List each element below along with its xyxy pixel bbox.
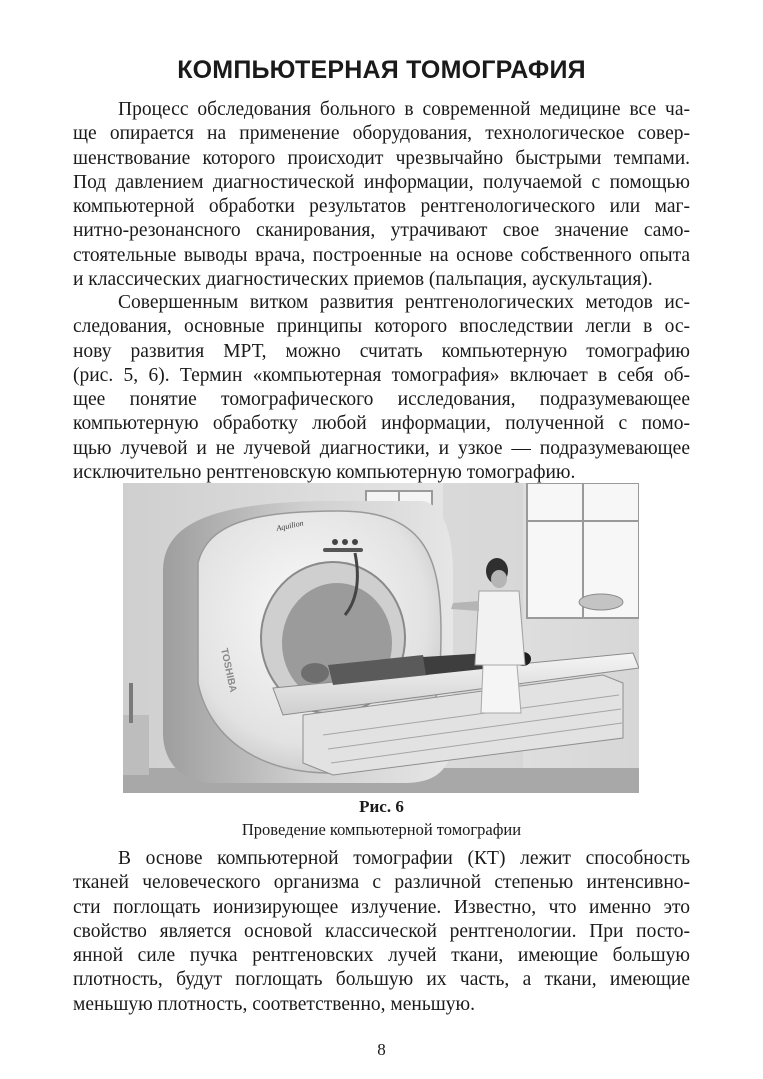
text-line: Процесс обследования больного в современной медицине все ча- [118,99,690,120]
text-line: ще опирается на применение оборудования, технологическое совер- [73,123,690,145]
text-line: меньшую плотность, соответственно, меньшую. [73,993,475,1015]
text-line: Совершенным витком развития рентгенологических методов ис- [118,292,690,313]
text-line: нову развития МРТ, можно считать компьютерную томографию [73,340,690,362]
ct-scanner-illustration [123,483,639,793]
text-line: тканей человеческого организма с различной степенью интенсивно- [73,872,690,894]
ct-scanner-photo [123,483,639,793]
text-line: Под давлением диагностической информации, получаемой с помощью [73,171,690,193]
text-line: свойство является основой классической рентгенологии. При посто- [73,920,690,942]
text-line: В основе компьютерной томографии (КТ) лежит способность [118,848,690,869]
wall-cabinet [123,715,149,775]
figure-label: Рис. 6 [359,797,404,816]
text-line: компьютерную обработку любой информации, полученной с помо- [73,413,690,435]
text-line: и классических диагностических приемов (пальпация, аускультация). [73,269,653,291]
text-line: нитно-резонансного сканирования, утрачивают свое значение само- [73,220,690,242]
text-line: стоятельные выводы врача, построенные на основе собственного опыта [73,244,690,266]
text-line: шенствование которого происходит чрезвычайно быстрыми темпами. [73,147,690,169]
gantry-brand: TOSHIBA [218,647,239,694]
wall-pole [129,683,133,723]
text-line: щее понятие томографического исследования, подразумевающее [73,389,690,411]
text-line: следования, основные принципы которого впоследствии легли в ос- [73,316,690,338]
text-line: сти поглощать ионизирующее излучение. Известно, что именно это [73,896,690,918]
paragraph-ct-principle [73,847,690,1017]
paragraph-intro [73,98,690,292]
page-title: КОМПЬЮТЕРНАЯ ТОМОГРАФИЯ [177,56,586,84]
anatomy-model [579,594,623,610]
gantry-model: Aquilion [275,518,305,533]
text-line: (рис. 5, 6). Термин «компьютерная томография» включает в себя об- [73,364,690,386]
text-line: щью лучевой и не лучевой диагностики, и узкое — подразумевающее [73,437,690,459]
text-line: янной силе пучка рентгеновских лучей ткани, имеющие большую [73,945,690,967]
text-line: исключительно рентгеновскую компьютерную томографию. [73,462,576,484]
text-line: плотность, будут поглощать большую их часть, а ткани, имеющие [73,969,690,991]
text-line: компьютерной обработки результатов рентгенологического или маг- [73,196,690,218]
figure-caption: Проведение компьютерной томографии [241,820,522,839]
page-number: 8 [377,1040,386,1059]
paragraph-ct-definition [73,291,690,485]
